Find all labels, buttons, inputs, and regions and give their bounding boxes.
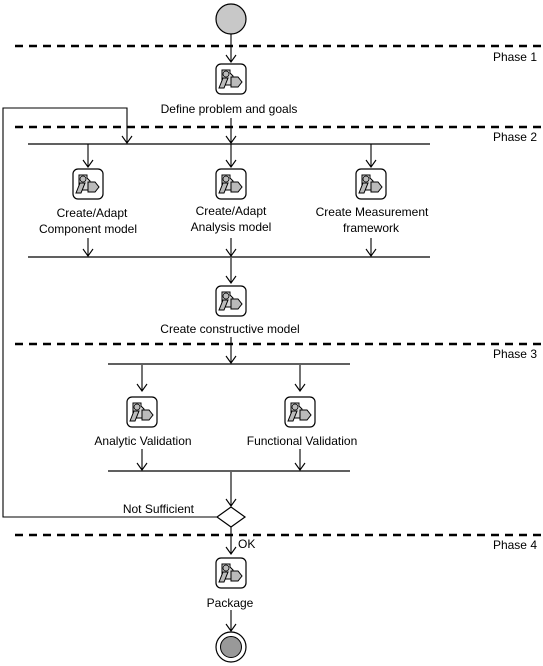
activity-icon [216, 558, 246, 588]
activity-define-label: Define problem and goals [160, 102, 298, 116]
activity-functional-label: Functional Validation [246, 434, 358, 448]
activity-icon [356, 169, 386, 199]
activity-icon [127, 397, 157, 427]
phase-separators [15, 46, 543, 535]
activity-icon [216, 169, 246, 199]
activity-icon [285, 397, 315, 427]
activity-icon [73, 169, 103, 199]
phase-3-label: Phase 3 [492, 347, 537, 361]
decision-diamond [217, 507, 245, 527]
start-node [216, 4, 246, 34]
activity-component-label-line2: Component model [38, 222, 138, 236]
activity-icon [216, 286, 246, 316]
activity-measurement-label-line1: Create Measurement [315, 205, 429, 219]
loop-back-edge [3, 108, 217, 517]
guard-not-sufficient-label: Not Sufficient [122, 502, 194, 516]
activity-analysis-label-line1: Create/Adapt [195, 204, 267, 218]
activity-constructive-label: Create constructive model [160, 322, 300, 336]
activity-icon [216, 64, 246, 94]
activity-component-label-line1: Create/Adapt [56, 206, 128, 220]
phase-2-label: Phase 2 [492, 130, 537, 144]
activity-analysis-label-line2: Analysis model [190, 220, 272, 234]
phase-1-label: Phase 1 [492, 50, 537, 64]
activity-package-label: Package [206, 596, 254, 610]
guard-ok-label: OK [238, 537, 256, 551]
end-node [216, 632, 246, 662]
activity-analytic-label: Analytic Validation [94, 434, 192, 448]
phase-4-label: Phase 4 [492, 538, 537, 552]
activity-measurement-label-line2: framework [342, 221, 400, 235]
